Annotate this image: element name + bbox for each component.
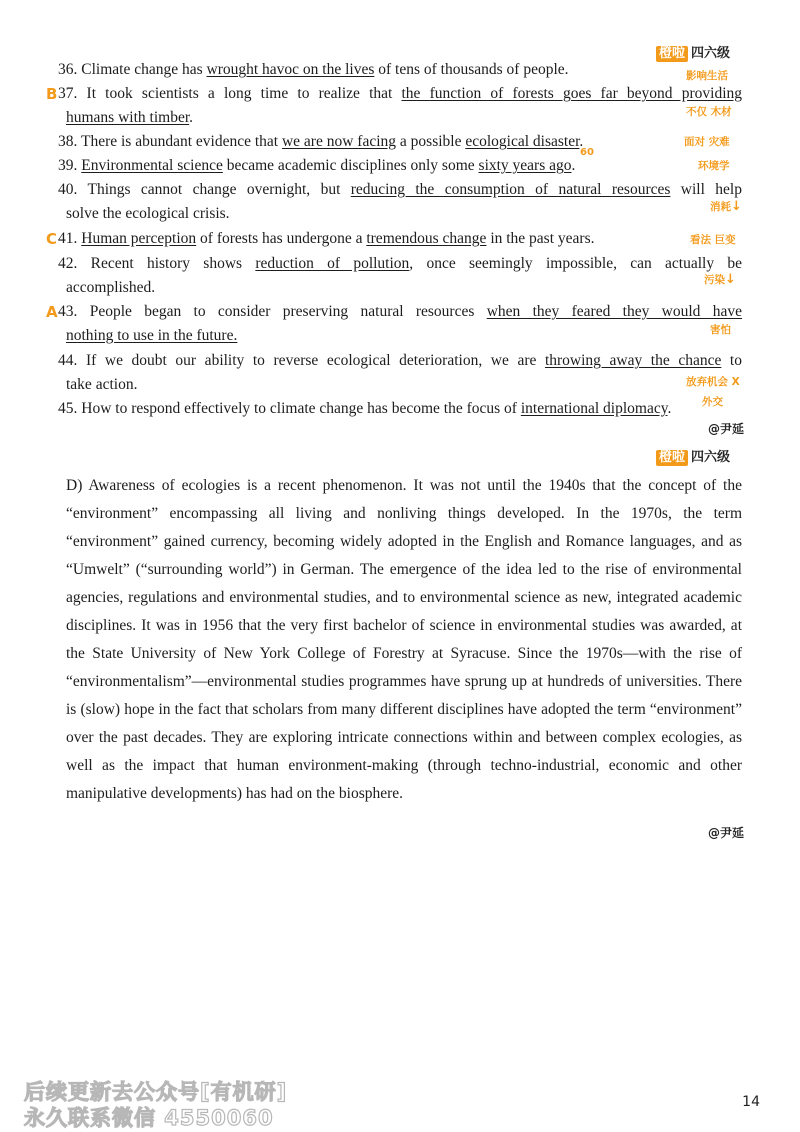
question-37: B 37. It took scientists a long time to realize that the function of forests goes far beyond providing	[58, 82, 742, 106]
question-43-cont: nothing to use in the future.	[66, 327, 238, 344]
question-45: 45. How to respond effectively to climate change has become the focus of international diplomacy.	[58, 400, 672, 417]
annotation-44: 放弃机会 X	[686, 376, 740, 388]
question-36: 36. Climate change has wrought havoc on the lives of tens of thousands of people.	[58, 61, 569, 78]
annotation-36: 影响生活	[686, 70, 728, 82]
question-38: 38. There is abundant evidence that we are now facing a possible ecological disaster.	[58, 133, 584, 150]
annotation-37: 不仅 木材	[686, 106, 732, 118]
watermark-line-1: 后续更新去公众号[有机研]	[24, 1080, 288, 1104]
author-signature: @尹延	[708, 422, 745, 436]
question-42: 42. Recent history shows reduction of pollution, once seemingly impossible, can actually be	[58, 255, 743, 272]
answer-letter: B	[46, 85, 58, 103]
question-37-cont: humans with timber.	[66, 109, 194, 126]
annotation-40: 消耗↓	[710, 199, 742, 214]
question-40-cont: solve the ecological crisis.	[66, 205, 230, 222]
down-arrow-icon: ↓	[731, 199, 742, 214]
question-40: 40. Things cannot change overnight, but reducing the consumption of natural resources will help	[58, 181, 742, 198]
question-44-cont: take action.	[66, 376, 138, 393]
author-signature: @尹延	[708, 826, 745, 840]
question-41: C 41. Human perception of forests has undergone a tremendous change in the past years.	[58, 227, 742, 251]
down-arrow-icon: ↓	[725, 272, 736, 287]
annotation-38: 面对 灾难	[684, 136, 730, 148]
question-44: 44. If we doubt our ability to reverse ecological deterioration, we are throwing away the chance to	[58, 352, 742, 369]
brand-level-label: 四六级	[691, 450, 731, 465]
annotation-39: 环境学	[698, 160, 730, 172]
question-43: A 43. People began to consider preserving natural resources when they feared they would have	[58, 300, 742, 324]
annotation-39-mark: 60	[580, 147, 594, 158]
question-39: 39. Environmental science became academic disciplines only some sixty years ago.	[58, 157, 576, 174]
page-number: 14	[742, 1094, 760, 1110]
question-42-cont: accomplished.	[66, 279, 156, 296]
annotation-41: 看法 巨变	[690, 234, 736, 246]
annotation-45: 外交	[702, 396, 723, 408]
annotation-42: 污染↓	[704, 272, 736, 287]
annotation-43: 害怕	[710, 324, 731, 336]
passage-d: D) Awareness of ecologies is a recent phenomenon. It was not until the 1940s that the concept of the “environment” encompassing all living and nonliving things developed. In the 1970s, the term “environment” gained currency, becoming widely adopted in the English and Romance languages, and as “Umwelt” (“surrounding world”) in German. The emergence of the idea led to the rise of environmental agencies, regulations and environmental studies, and to environmental science as new, integrated academic disciplines. It was in 1956 that the very first bachelor of science in environmental studies was awarded, at the State University of New York College of Forestry at Syracuse. Since the 1970s—with the rise of “environmentalism”—environmental studies programmes have sprung up at hundreds of universities. There is (slow) hope in the fact that scholars from many different disciplines have adopted the term “environment” over the past decades. They are exploring intricate connections within and between complex ecologies, as well as the impact that human environment-making (through techno-industrial, economic and other manipulative developments) has had on the biosphere.	[66, 477, 742, 802]
watermark-line-2: 永久联系微信 4550060	[24, 1106, 274, 1130]
answer-letter: A	[46, 303, 58, 321]
brand-badge-passage	[656, 450, 730, 466]
brand-logo-label: 橙啦	[656, 46, 688, 62]
brand-logo-label: 橙啦	[656, 450, 688, 466]
brand-level-label: 四六级	[691, 46, 731, 61]
answer-letter: C	[46, 230, 58, 248]
